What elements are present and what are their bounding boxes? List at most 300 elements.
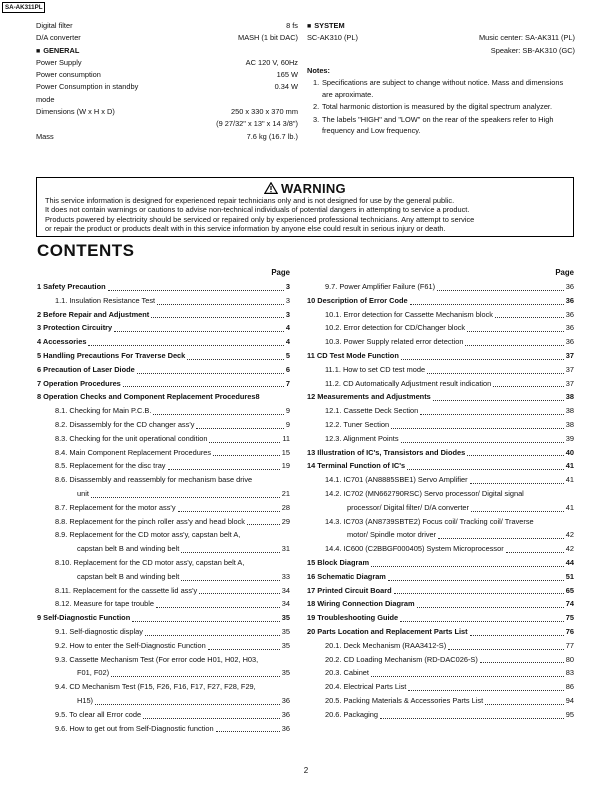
- toc-entry: [37, 570, 290, 584]
- toc-entry-title: processor/ Digital filter/ D/A converter: [347, 502, 469, 512]
- toc-entry: [37, 597, 290, 611]
- toc-leader-dots: [485, 704, 564, 705]
- toc-entry: [37, 390, 290, 404]
- toc-entry-title: 14 Terminal Function of IC's: [307, 461, 406, 471]
- toc-entry-page: 40: [565, 447, 574, 457]
- toc-leader-dots: [196, 428, 283, 429]
- toc-leader-dots: [401, 442, 564, 443]
- toc-entry-title: motor/ Spindle motor driver: [347, 530, 437, 540]
- toc-entry: [307, 639, 574, 653]
- toc-entry: [37, 708, 290, 722]
- toc-entry-title: 8.1. Checking for Main P.C.B.: [55, 406, 152, 416]
- toc-entry-page: 74: [565, 599, 574, 609]
- toc-entry-title: 14.4. IC600 (C2BBGF000405) System Microprocessor: [325, 544, 504, 554]
- spec-value: 0.34 W: [274, 82, 298, 92]
- toc-entry: [307, 694, 574, 708]
- toc-entry: [307, 708, 574, 722]
- warning-box: [36, 177, 574, 237]
- toc-entry: [37, 542, 290, 556]
- toc-entry-page: 36: [281, 709, 290, 719]
- toc-entry: [37, 584, 290, 598]
- spec-value: 7.6 kg (16.7 lb.): [246, 131, 298, 141]
- toc-leader-dots: [181, 552, 279, 553]
- spec-label: mode: [36, 94, 55, 104]
- toc-entry: [37, 432, 290, 446]
- spec-label: Mass: [36, 131, 54, 141]
- system-row: [307, 45, 575, 57]
- toc-entry: [307, 446, 574, 460]
- toc-entry: [37, 363, 290, 377]
- toc-leader-dots: [91, 497, 280, 498]
- toc-entry: [37, 611, 290, 625]
- toc-entry: [307, 280, 574, 294]
- toc-entry-title: 10.2. Error detection for CD/Changer block: [325, 323, 466, 333]
- toc-entry-title: 9.7. Power Amplifier Failure (F61): [325, 282, 436, 291]
- toc-leader-dots: [216, 731, 280, 732]
- toc-entry-page: 41: [565, 475, 574, 485]
- warning-triangle-icon: [264, 182, 278, 194]
- toc-leader-dots: [88, 345, 283, 346]
- toc-entry-title: 14.1. IC701 (AN8885SBE1) Servo Amplifier: [325, 475, 468, 485]
- toc-entry-page: 4: [285, 323, 290, 333]
- toc-entry-title: 13 Illustration of IC's, Transistors and Diodes: [307, 447, 466, 457]
- toc-leader-dots: [467, 455, 564, 456]
- toc-entry: [37, 308, 290, 322]
- toc-entry: [37, 377, 290, 391]
- spec-value: 250 x 330 x 370 mm: [231, 107, 298, 117]
- toc-leader-dots: [495, 317, 564, 318]
- toc-entry-title: 8.5. Replacement for the disc tray: [55, 461, 166, 471]
- toc-entry: [37, 501, 290, 515]
- spec-row: [36, 32, 298, 44]
- toc-leader-dots: [470, 635, 564, 636]
- toc-leader-dots: [493, 386, 564, 387]
- toc-entry-title: 9.3. Cassette Mechanism Test (For error code H01, H02, H03,: [55, 654, 259, 664]
- toc-entry-title: 9.4. CD Mechanism Test (F15, F26, F16, F17, F27, F28, F29,: [55, 682, 256, 692]
- toc-leader-dots: [448, 649, 564, 650]
- toc-entry-page: 36: [565, 323, 574, 333]
- note-text: Specifications are subject to change without notice. Mass and dimensions are aproximate.: [322, 78, 564, 99]
- toc-leader-dots: [187, 359, 284, 360]
- spec-value: 8 fs: [286, 21, 298, 30]
- toc-entry-title: capstan belt B and winding belt: [77, 571, 180, 581]
- toc-entry-title: 10 Description of Error Code: [307, 295, 408, 305]
- toc-leader-dots: [123, 386, 284, 387]
- toc-entry-title: 11.2. CD Automatically Adjustment result indication: [325, 378, 492, 388]
- toc-entry-title: 4 Accessories: [37, 337, 87, 347]
- toc-entry: [307, 570, 574, 584]
- toc-leader-dots: [388, 580, 564, 581]
- toc-entry-page: 36: [565, 295, 574, 305]
- system-row: [307, 32, 575, 44]
- note-item: [307, 101, 575, 113]
- toc-leader-dots: [371, 676, 564, 677]
- system-model-label: SC-AK310 (PL): [307, 33, 358, 43]
- toc-leader-dots: [391, 428, 564, 429]
- toc-entry-page: 35: [281, 640, 290, 650]
- toc-right-column: [307, 266, 574, 722]
- toc-entry: [307, 459, 574, 473]
- spec-label: Power Supply: [36, 57, 82, 67]
- toc-entry-page: 35: [281, 626, 290, 636]
- toc-entry-title: 7 Operation Procedures: [37, 378, 121, 388]
- toc-leader-dots: [181, 580, 279, 581]
- toc-entry: [37, 473, 290, 487]
- system-music-center: Music center: SA-AK311 (PL): [479, 33, 575, 43]
- toc-leader-dots: [410, 304, 564, 305]
- toc-entry: [307, 473, 574, 487]
- toc-leader-dots: [143, 718, 280, 719]
- toc-leader-dots: [400, 621, 564, 622]
- spec-value: MASH (1 bit DAC): [238, 33, 298, 43]
- toc-entry: [307, 501, 574, 515]
- toc-entry: [307, 653, 574, 667]
- toc-leader-dots: [95, 704, 280, 705]
- toc-entry-title: 11.1. How to set CD test mode: [325, 364, 426, 374]
- toc-entry-page: 75: [565, 613, 574, 623]
- toc-leader-dots: [471, 511, 564, 512]
- toc-entry-page: 21: [281, 488, 290, 498]
- toc-entry-page: 11: [282, 433, 290, 443]
- toc-entry-page: 36: [565, 309, 574, 319]
- spec-row: [36, 57, 298, 69]
- toc-entry-page: 8: [255, 392, 260, 402]
- toc-entry-page: 35: [281, 668, 290, 678]
- contents-title: CONTENTS: [37, 241, 135, 260]
- toc-leader-dots: [145, 635, 280, 636]
- note-text: The labels "HIGH" and "LOW" on the rear of the speakers refer to High frequency and Low frequency.: [322, 114, 554, 136]
- toc-entry-title: 20.3. Cabinet: [325, 668, 369, 678]
- spec-row: [36, 131, 298, 143]
- warning-title: WARNING: [281, 181, 346, 196]
- toc-entry-page: 7: [285, 378, 290, 388]
- spec-label: Power Consumption in standby: [36, 82, 139, 92]
- toc-entry-page: 37: [565, 378, 574, 388]
- toc-entry: [37, 722, 290, 736]
- toc-leader-dots: [247, 524, 280, 525]
- toc-entry-page: 38: [565, 392, 574, 402]
- toc-entry-page: 42: [565, 544, 574, 554]
- toc-leader-dots: [394, 593, 564, 594]
- toc-entry-title: 11 CD Test Mode Function: [307, 350, 399, 360]
- toc-entry-title: 6 Precaution of Laser Diode: [37, 364, 135, 374]
- toc-entry-page: 95: [565, 709, 574, 719]
- toc-leader-dots: [157, 304, 284, 305]
- toc-entry-title: 8.4. Main Component Replacement Procedures: [55, 447, 212, 457]
- toc-entry: [307, 308, 574, 322]
- toc-entry-title: unit: [77, 488, 89, 498]
- toc-leader-dots: [108, 290, 284, 291]
- note-number: 1.: [313, 78, 320, 88]
- toc-entry-title: 20 Parts Location and Replacement Parts List: [307, 626, 468, 636]
- toc-entry: [37, 515, 290, 529]
- toc-entry: [37, 556, 290, 570]
- toc-entry-page: 6: [285, 364, 290, 374]
- note-text: Total harmonic distortion is measured by the digital spectrum analyzer.: [322, 102, 553, 112]
- toc-entry: [307, 363, 574, 377]
- toc-leader-dots: [132, 621, 280, 622]
- toc-leader-dots: [151, 317, 284, 318]
- toc-leader-dots: [153, 414, 283, 415]
- toc-entry: [37, 625, 290, 639]
- spec-label: Digital filter: [36, 21, 73, 30]
- spec-row: [36, 20, 298, 32]
- toc-entry-page: 4: [285, 337, 290, 347]
- warning-line: or repair the product or products dealt with in this service information by anyone else could result in serious injury or death.: [45, 224, 446, 234]
- toc-entry-page: 36: [281, 695, 290, 705]
- toc-entry: [37, 418, 290, 432]
- toc-entry-page: 19: [281, 461, 290, 471]
- system-speaker: Speaker: SB-AK310 (GC): [490, 45, 575, 55]
- notes-title: Notes:: [307, 65, 330, 75]
- toc-entry-title: 8.2. Disassembly for the CD changer ass'y: [55, 419, 195, 429]
- toc-entry-page: 36: [565, 337, 574, 347]
- toc-entry-title: 20.2. CD Loading Mechanism (RD-DAC026-S): [325, 654, 478, 664]
- toc-entry-page: 3: [285, 282, 290, 291]
- toc-leader-dots: [156, 607, 280, 608]
- toc-entry: [307, 680, 574, 694]
- toc-entry: [307, 377, 574, 391]
- toc-entry-title: 20.4. Electrical Parts List: [325, 682, 407, 692]
- toc-entry-title: 8 Operation Checks and Component Replacement Procedures: [37, 392, 256, 402]
- toc-entry-page: 83: [565, 668, 574, 678]
- spec-row: [36, 106, 298, 118]
- model-tag: SA-AK311PL: [2, 2, 45, 13]
- toc-entry-page: 80: [565, 654, 574, 664]
- toc-entry-page: 94: [565, 695, 574, 705]
- toc-entry-page: 76: [565, 626, 574, 636]
- toc-entry-title: 9.5. To clear all Error code: [55, 709, 142, 719]
- toc-leader-dots: [178, 511, 280, 512]
- toc-entry-title: F01, F02): [77, 668, 110, 678]
- toc-entry-title: 19 Troubleshooting Guide: [307, 613, 399, 623]
- toc-entry-page: 34: [281, 599, 290, 609]
- toc-leader-dots: [380, 718, 564, 719]
- toc-entry-page: 42: [565, 530, 574, 540]
- toc-entry-page: 35: [281, 613, 290, 623]
- toc-entry: [307, 528, 574, 542]
- toc-entry: [37, 639, 290, 653]
- notes-list: [307, 77, 575, 137]
- warning-line: Products powered by electricity should be serviced or repaired only by experienced professional technicians. Any attempt to service: [45, 214, 475, 224]
- toc-leader-dots: [408, 690, 563, 691]
- toc-entry: [37, 680, 290, 694]
- toc-entry: [307, 584, 574, 598]
- toc-entry: [37, 459, 290, 473]
- toc-entry-title: 14.3. IC703 (AN8739SBTE2) Focus coil/ Tracking coil/ Traverse: [325, 516, 534, 526]
- toc-entry-page: 36: [565, 282, 574, 291]
- toc-entry-title: 17 Printed Circuit Board: [307, 585, 392, 595]
- warning-line: It does not contain warnings or cautions to advise non-technical individuals of potential dangers in attempting to service a product.: [45, 205, 470, 215]
- spec-row: [36, 118, 298, 130]
- toc-entry-page: 41: [565, 502, 574, 512]
- page-column-header: Page: [271, 268, 290, 277]
- system-heading: ■ SYSTEM: [307, 20, 575, 32]
- toc-entry-title: 5 Handling Precautions For Traverse Deck: [37, 350, 186, 360]
- toc-entry-page: 3: [285, 309, 290, 319]
- spec-label: Dimensions (W x H x D): [36, 107, 115, 117]
- toc-entry-page: 37: [565, 350, 574, 360]
- toc-entry-title: 2 Before Repair and Adjustment: [37, 309, 150, 319]
- toc-leader-dots: [401, 359, 564, 360]
- toc-leader-dots: [427, 373, 564, 374]
- toc-entry-title: 8.8. Replacement for the pinch roller ass'y and head block: [55, 516, 245, 526]
- toc-entry-title: 9.2. How to enter the Self-Diagnostic Function: [55, 640, 206, 650]
- toc-entry-title: capstan belt B and winding belt: [77, 544, 180, 554]
- toc-entry: [37, 694, 290, 708]
- toc-entry-page: 28: [281, 502, 290, 512]
- warning-title-row: [45, 181, 565, 196]
- note-number: 2.: [313, 102, 320, 112]
- toc-entry: [307, 487, 574, 501]
- toc-entry-page: 44: [565, 557, 574, 567]
- toc-entry: [307, 390, 574, 404]
- toc-entry-title: 20.1. Deck Mechanism (RAA3412-S): [325, 640, 447, 650]
- toc-leader-dots: [420, 414, 564, 415]
- toc-entry-page: 15: [281, 447, 290, 457]
- toc-entry: [37, 280, 290, 294]
- toc-entry: [307, 611, 574, 625]
- toc-leader-dots: [371, 566, 564, 567]
- toc-entry-title: 1.1. Insulation Resistance Test: [55, 295, 156, 305]
- toc-left-column: [37, 266, 290, 735]
- spec-list-left: [36, 20, 298, 143]
- toc-leader-dots: [438, 538, 564, 539]
- toc-entry: [37, 528, 290, 542]
- toc-entry-page: 29: [281, 516, 290, 526]
- warning-body: [45, 196, 565, 234]
- spec-row: [36, 69, 298, 81]
- toc-leader-dots: [467, 331, 564, 332]
- toc-leader-dots: [111, 676, 280, 677]
- toc-entry: [307, 294, 574, 308]
- spec-value: (9 27/32" x 13" x 14 3/8"): [216, 119, 298, 129]
- toc-entry: [37, 294, 290, 308]
- toc-entry: [37, 404, 290, 418]
- toc-entry-title: 1 Safety Precaution: [37, 282, 106, 291]
- toc-entry-title: 10.3. Power Supply related error detection: [325, 337, 464, 347]
- toc-entry: [307, 418, 574, 432]
- toc-leader-dots: [137, 373, 284, 374]
- note-item: [307, 77, 575, 100]
- toc-entry: [37, 335, 290, 349]
- toc-entry-title: 3 Protection Circuitry: [37, 323, 113, 333]
- toc-entry-title: 8.11. Replacement for the cassette lid ass'y: [55, 585, 198, 595]
- toc-entry-page: 51: [565, 571, 574, 581]
- toc-entry-page: 34: [281, 585, 290, 595]
- toc-entry-title: 20.5. Packing Materials & Accessories Parts List: [325, 695, 484, 705]
- toc-entry: [307, 556, 574, 570]
- toc-entry: [37, 321, 290, 335]
- spec-value: AC 120 V, 60Hz: [245, 57, 298, 67]
- toc-entry: [307, 432, 574, 446]
- toc-entry-page: 9: [285, 406, 290, 416]
- toc-entry-page: 38: [565, 419, 574, 429]
- spec-value: 165 W: [276, 70, 298, 80]
- toc-entry-page: 31: [281, 544, 290, 554]
- toc-entry-title: 14.2. IC702 (MN662790RSC) Servo processor/ Digital signal: [325, 488, 524, 498]
- toc-entry: [307, 515, 574, 529]
- toc-leader-dots: [213, 455, 280, 456]
- page-column-header: Page: [555, 268, 574, 277]
- toc-leader-dots: [433, 400, 564, 401]
- toc-entry-page: 65: [565, 585, 574, 595]
- toc-entry-page: 3: [285, 295, 290, 305]
- toc-leader-dots: [407, 469, 564, 470]
- toc-entry-title: 16 Schematic Diagram: [307, 571, 386, 581]
- toc-leader-dots: [199, 593, 280, 594]
- toc-entry-title: 8.12. Measure for tape trouble: [55, 599, 155, 609]
- toc-entry: [307, 625, 574, 639]
- toc-entry: [37, 349, 290, 363]
- toc-entry-title: 8.3. Checking for the unit operational condition: [55, 433, 208, 443]
- toc-entry-page: 33: [281, 571, 290, 581]
- spec-label: D/A converter: [36, 33, 81, 43]
- toc-leader-dots: [209, 442, 280, 443]
- toc-entry-title: 8.6. Disassembly and reassembly for mechanism base drive: [55, 475, 253, 485]
- toc-leader-dots: [506, 552, 564, 553]
- toc-entry: [37, 653, 290, 667]
- toc-entry-title: 9.6. How to get out from Self-Diagnostic function: [55, 723, 214, 733]
- system-section: [307, 20, 575, 138]
- toc-entry: [307, 349, 574, 363]
- toc-entry-page: 37: [565, 364, 574, 374]
- toc-entry: [307, 404, 574, 418]
- toc-entry-title: 12 Measurements and Adjustments: [307, 392, 431, 402]
- toc-entry-title: 9 Self-Diagnostic Function: [37, 613, 131, 623]
- toc-entry-page: 9: [285, 419, 290, 429]
- toc-entry-page: 38: [565, 406, 574, 416]
- toc-entry-title: 8.10. Replacement for the CD motor ass'y, capstan belt A,: [55, 557, 245, 567]
- page-number: 2: [303, 766, 309, 775]
- toc-entry-page: 36: [281, 723, 290, 733]
- toc-entry: [307, 542, 574, 556]
- toc-entry-title: 10.1. Error detection for Cassette Mechanism block: [325, 309, 494, 319]
- toc-entry: [307, 597, 574, 611]
- toc-entry-title: 9.1. Self-diagnostic display: [55, 626, 143, 636]
- toc-entry-title: 8.9. Replacement for the CD motor ass'y, capstan belt A,: [55, 530, 241, 540]
- toc-entry-title: 12.2. Tuner Section: [325, 419, 390, 429]
- toc-leader-dots: [470, 483, 564, 484]
- toc-entry: [37, 666, 290, 680]
- toc-entry: [307, 335, 574, 349]
- toc-entry-title: H15): [77, 695, 94, 705]
- spec-label: Power consumption: [36, 70, 101, 80]
- warning-line: This service information is designed for experienced repair technicians only and is not designed for use by the general public.: [45, 196, 455, 205]
- toc-entry-page: 39: [565, 433, 574, 443]
- toc-leader-dots: [208, 649, 280, 650]
- toc-entry: [307, 321, 574, 335]
- note-number: 3.: [313, 114, 320, 124]
- toc-entry: [37, 446, 290, 460]
- toc-leader-dots: [417, 607, 564, 608]
- spec-row: [36, 81, 298, 93]
- toc-entry-title: 12.1. Cassette Deck Section: [325, 406, 419, 416]
- toc-leader-dots: [465, 345, 563, 346]
- toc-entry-page: 86: [565, 682, 574, 692]
- toc-entry-title: 12.3. Alignment Points: [325, 433, 399, 443]
- toc-entry-page: 5: [285, 350, 290, 360]
- toc-entry-page: 77: [565, 640, 574, 650]
- toc-leader-dots: [437, 290, 564, 291]
- toc-leader-dots: [114, 331, 284, 332]
- toc-entry-page: 41: [565, 461, 574, 471]
- note-item: [307, 114, 575, 137]
- toc-entry-title: 18 Wiring Connection Diagram: [307, 599, 415, 609]
- toc-leader-dots: [480, 662, 564, 663]
- toc-entry-title: 8.7. Replacement for the motor ass'y: [55, 502, 176, 512]
- toc-entry-title: 15 Block Diagram: [307, 557, 370, 567]
